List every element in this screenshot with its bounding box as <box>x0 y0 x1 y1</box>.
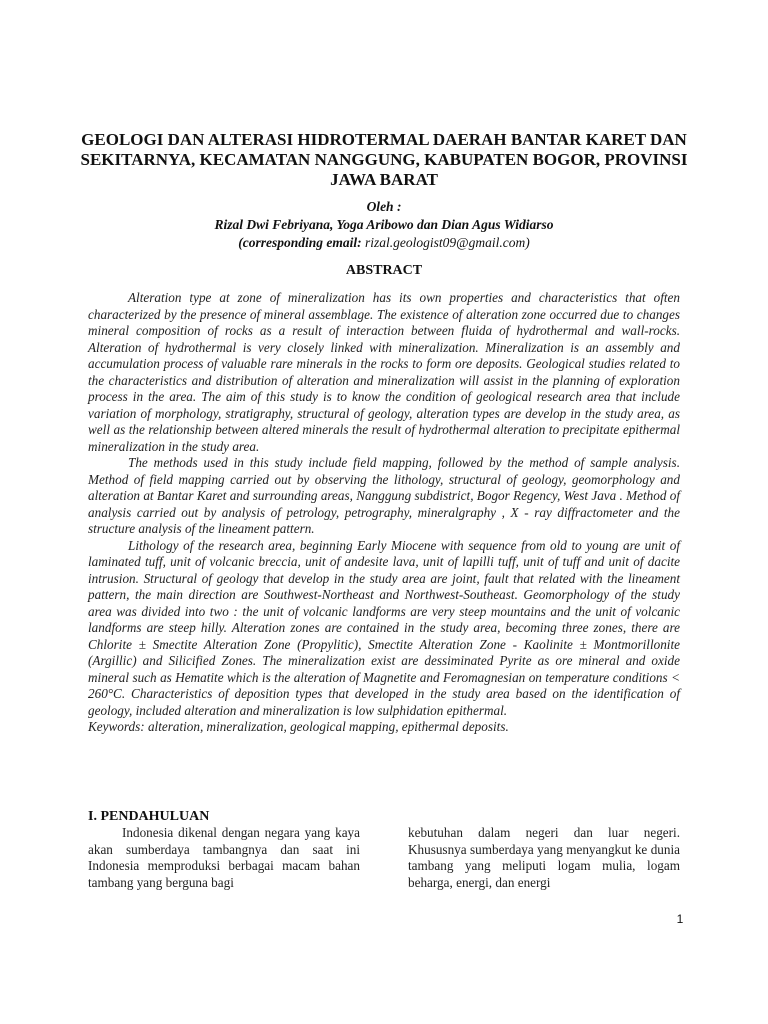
abstract-paragraph-2: The methods used in this study include field mapping, followed by the method of sample analysis. Method of field mapping carried out by observing the lithology, structural of geology, geomorphology and alteration at Bantar Karet and surrounding areas, Nanggung subdistrict, Bogor Regency, West Java . Method of analysis carried out by analysis of petrology, petrography, mineralgraphy , X - ray diffractometer and the structure analysis of the lineament pattern. <box>88 455 680 536</box>
byline-label: Oleh : <box>366 199 402 214</box>
author-list: Rizal Dwi Febriyana, Yoga Aribowo dan Dian Agus Widiarso <box>214 217 554 232</box>
abstract-paragraph-1: Alteration type at zone of mineralization has its own properties and characteristics that often characterized by the presence of mineral assemblage. The existence of alteration zone occurred due to changes mineral composition of rocks as a result of interaction between fluida of hydrothermal and wall-rocks. Alteration of hydrothermal is very closely linked with mineralization. Mineralization is an assembly and accumulation process of valuable rare minerals in the rocks to form ore deposits. Geological studies related to the characteristics and distribution of alteration and mineralization will assist in the planning of exploration process in the area. The aim of this study is to know the condition of geological research area that include variation of morphology, stratigraphy, structural of geology, alteration types are develop in the study area, as well as the relationship between altered minerals the result of hydrothermal alteration to precipitate epithermal mineralization in the study area. <box>88 290 680 454</box>
abstract-paragraph-3: Lithology of the research area, beginning Early Miocene with sequence from old to young are unit of laminated tuff, unit of volcanic breccia, unit of andesite lava, unit of lapilli tuff, unit of tuff and unit of dacite intrusion. Structural of geology that develop in the study area are joint, fault that related with the lineament pattern, the main direction are Southwest-Northeast and Northwest-Southeast. Geomorphology of the study area was divided into two : the unit of volcanic landforms are very steep mountains and the unit of volcanic landforms are steep hilly. Alteration zones are contained in the study area, becoming three zones, there are Chlorite ± Smectite Alteration Zone (Propylitic), Smectite Alteration Zone - Kaolinite ± Montmorillonite (Argillic) and Silicified Zones. The mineralization exist are dessiminated Pyrite as ore mineral and oxide mineral such as Hematite which is the alteration of Magnetite and Feromagnesian on temperature conditions < 260°C. Characteristics of deposition types that developed in the study area based on the identification of geology, included alteration and mineralization is low sulphidation epithermal. <box>88 537 680 718</box>
abstract-keywords: Keywords: alteration, mineralization, geological mapping, epithermal deposits. <box>88 719 509 734</box>
email-address: rizal.geologist09@gmail.com) <box>365 235 530 250</box>
body-paragraph-left: Indonesia dikenal dengan negara yang kaya akan sumberdaya tambangnya dan saat ini Indonesia memproduksi berbagai macam bahan tambang yang berguna bagi <box>88 825 360 890</box>
email-label: (corresponding email: <box>238 235 366 250</box>
abstract-heading: ABSTRACT <box>345 263 423 278</box>
body-paragraph-right: kebutuhan dalam negeri dan luar negeri. Khususnya sumberdaya yang menyangkut ke dunia tambang yang meliputi logam mulia, logam beharga, energi, dan energi <box>408 825 680 890</box>
body-column-right <box>408 825 680 891</box>
corresponding-email-line <box>80 234 688 251</box>
page-number: 1 <box>676 912 684 926</box>
paper-title: GEOLOGI DAN ALTERASI HIDROTERMAL DAERAH BANTAR KARET DAN SEKITARNYA, KECAMATAN NANGGUNG, KABUPATEN BOGOR, PROVINSI JAWA BARAT <box>80 130 688 189</box>
section-heading-pendahuluan: I. PENDAHULUAN <box>88 809 210 824</box>
body-column-left <box>88 825 360 891</box>
abstract-body <box>88 290 680 736</box>
